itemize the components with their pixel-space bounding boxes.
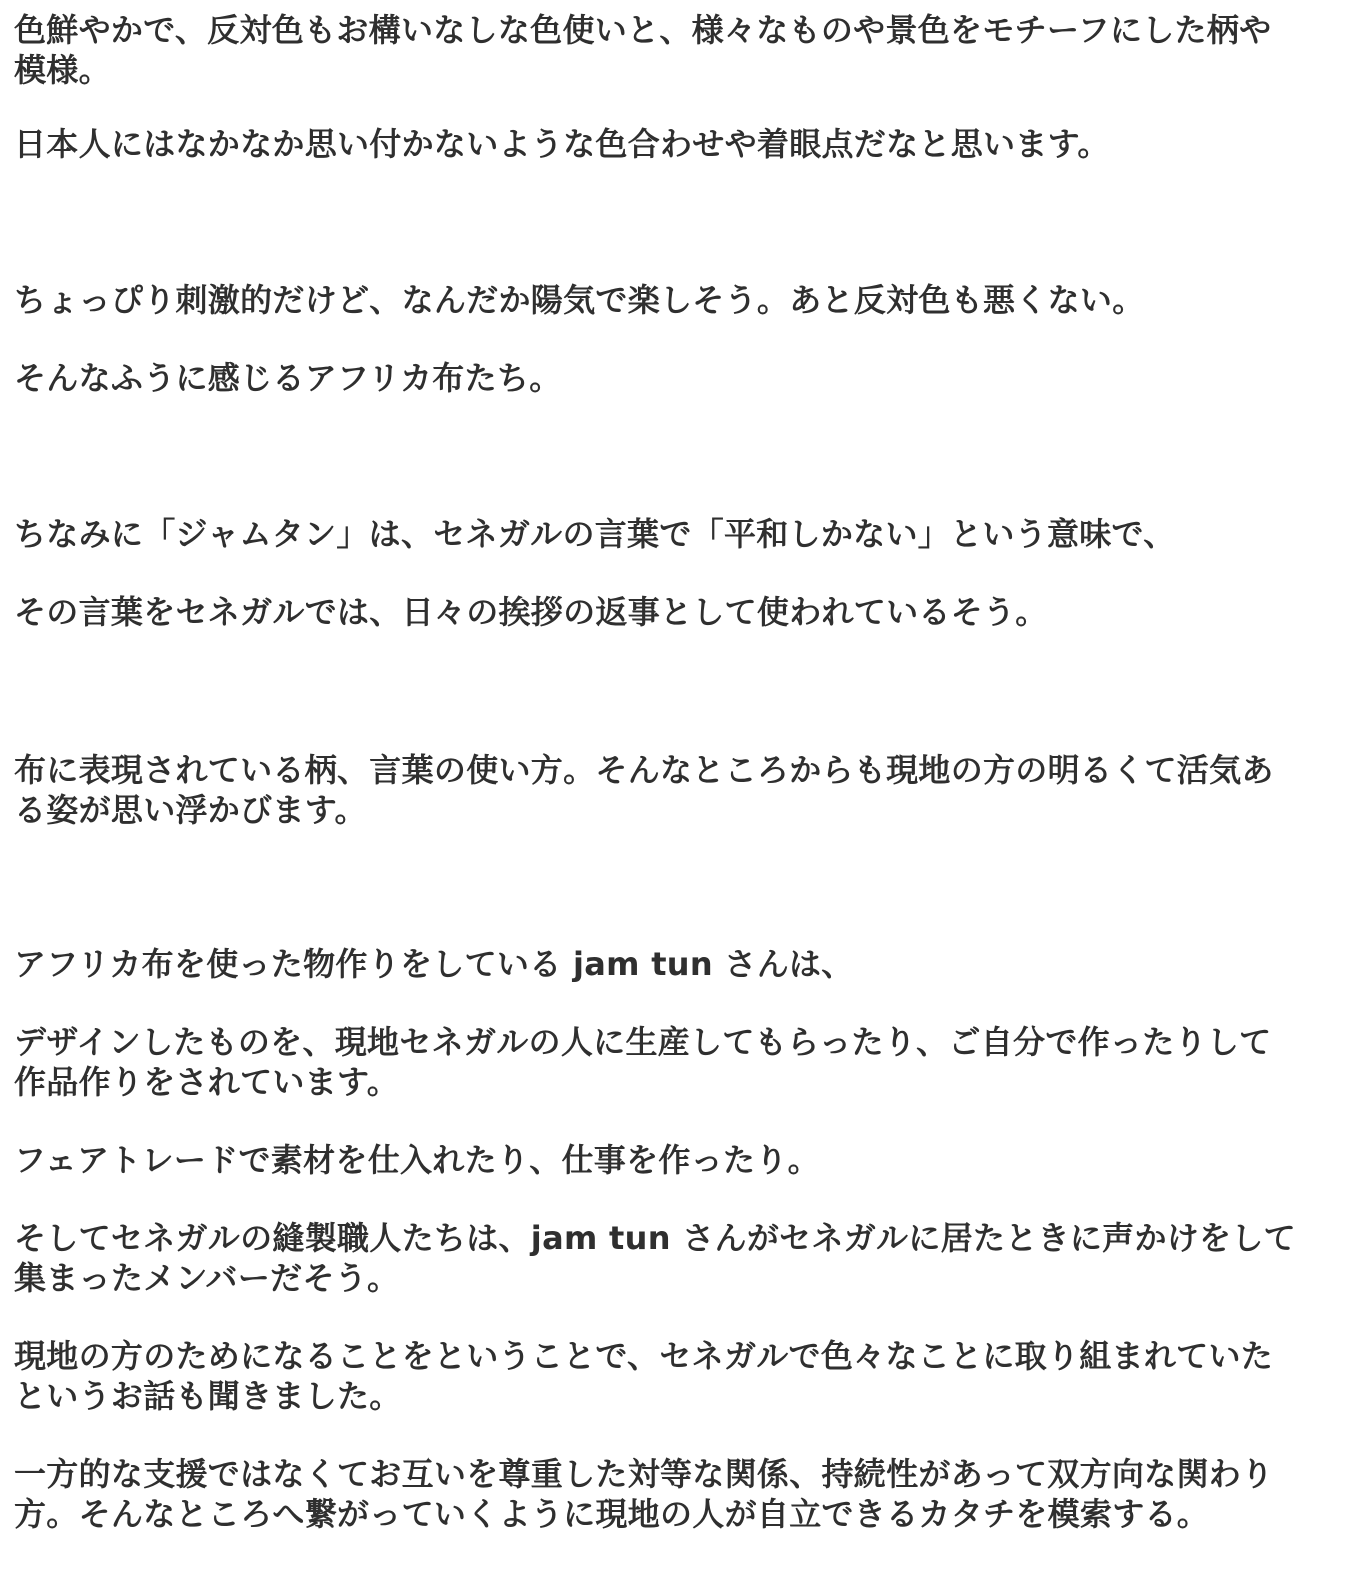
paragraph-fair-trade <box>14 1140 1350 1180</box>
paragraph-greeting <box>14 592 1350 632</box>
text-line: 日本人にはなかなか思い付かないような色合わせや着眼点だなと思います。 <box>14 125 1110 163</box>
paragraph-mutual-respect <box>14 1454 1350 1534</box>
paragraph-stimulating <box>14 280 1350 320</box>
paragraph-local-initiatives <box>14 1336 1350 1416</box>
text-line: そんなふうに感じるアフリカ布たち。 <box>14 359 562 397</box>
paragraph-jamtun-intro <box>14 944 1350 984</box>
text-line: その言葉をセネガルでは、日々の挨拶の返事として使われているそう。 <box>14 593 1048 631</box>
text-line: 模様。 <box>14 51 111 89</box>
text-line: 一方的な支援ではなくてお互いを尊重した対等な関係、持続性があって双方向な関わり <box>14 1455 1274 1493</box>
text-line: 布に表現されている柄、言葉の使い方。そんなところからも現地の方の明るくて活気あ <box>14 751 1274 789</box>
paragraph-design-production <box>14 1022 1350 1102</box>
paragraph-sewing-artisans <box>14 1218 1350 1298</box>
text-line: ちなみに「ジャムタン」は、セネガルの言葉で「平和しかない」という意味で、 <box>14 515 1176 553</box>
paragraph-color-impression <box>14 124 1350 164</box>
text-line: 方。そんなところへ繋がっていくように現地の人が自立できるカタチを模索する。 <box>14 1495 1210 1533</box>
text-line: フェアトレードで素材を仕入れたり、仕事を作ったり。 <box>14 1141 820 1179</box>
paragraph-intro <box>14 10 1350 90</box>
paragraph-jamtan-meaning <box>14 514 1350 554</box>
paragraph-patterns <box>14 750 1350 830</box>
text-line: というお話も聞きました。 <box>14 1377 402 1415</box>
text-line: そしてセネガルの縫製職人たちは、jam tun さんがセネガルに居たときに声かけをして <box>14 1219 1296 1257</box>
paragraph-african-cloth <box>14 358 1350 398</box>
text-line: 現地の方のためになることをということで、セネガルで色々なことに取り組まれていた <box>14 1337 1274 1375</box>
text-line: 色鮮やかで、反対色もお構いなしな色使いと、様々なものや景色をモチーフにした柄や <box>14 11 1272 49</box>
text-line: ちょっぴり刺激的だけど、なんだか陽気で楽しそう。あと反対色も悪くない。 <box>14 281 1145 319</box>
text-line: アフリカ布を使った物作りをしている jam tun さんは、 <box>14 945 854 983</box>
text-line: 集まったメンバーだそう。 <box>14 1259 400 1297</box>
text-line: る姿が思い浮かびます。 <box>14 791 367 829</box>
text-line: デザインしたものを、現地セネガルの人に生産してもらったり、ご自分で作ったりして <box>14 1023 1272 1061</box>
text-line: 作品作りをされています。 <box>14 1063 400 1101</box>
